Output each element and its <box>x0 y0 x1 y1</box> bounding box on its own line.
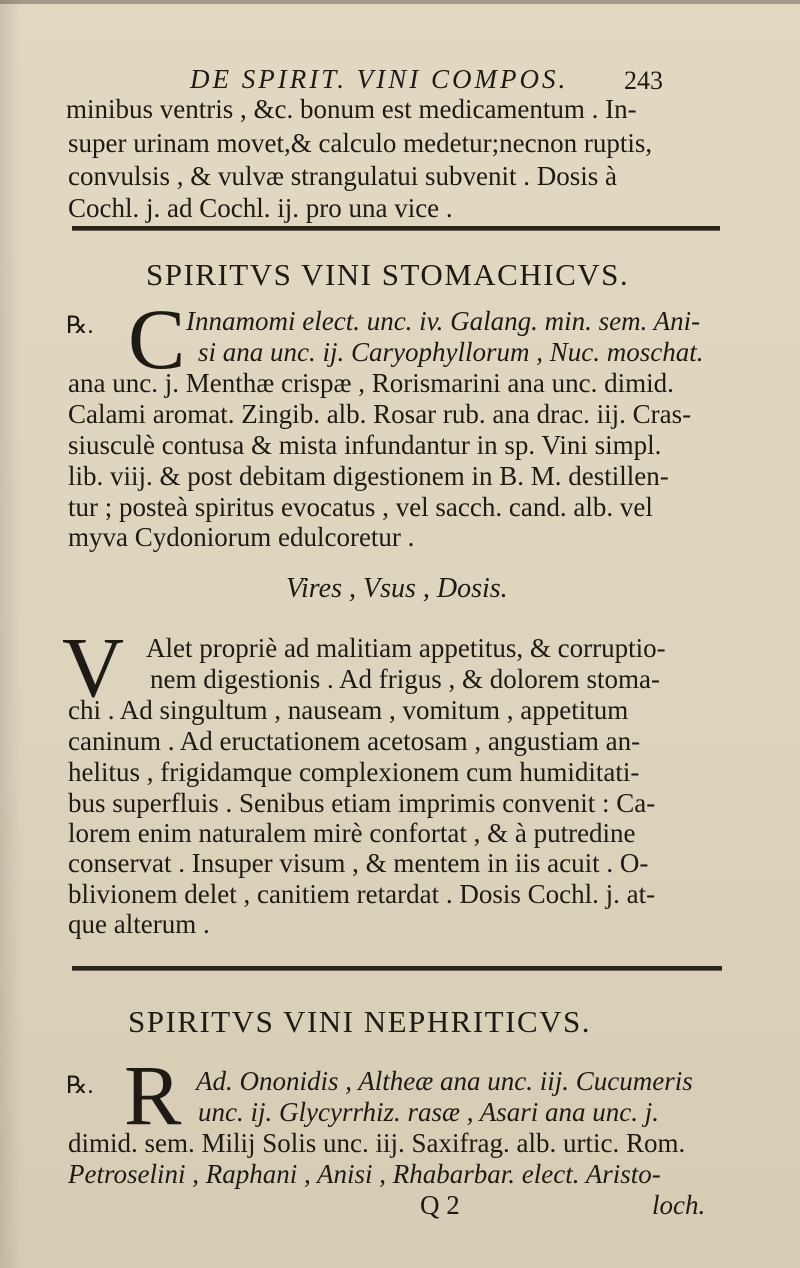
recipe-line: Petroselini , Raphani , Anisi , Rhabarbar. elect. Aristo- <box>68 1159 661 1189</box>
catchword: loch. <box>652 1190 706 1220</box>
recipe-line: Calami aromat. Zingib. alb. Rosar rub. ana drac. iij. Cras- <box>68 399 692 429</box>
body-line: blivionem delet , canitiem retardat . Dosis Cochl. j. at- <box>68 879 656 909</box>
body-line: bus superfluis . Senibus etiam imprimis convenit : Ca- <box>68 788 656 818</box>
recipe-line: tur ; posteà spiritus evocatus , vel sacch. cand. alb. vel <box>68 492 653 522</box>
recipe-line: lib. viij. & post debitam digestionem in B. M. destillen- <box>68 461 669 491</box>
body-line: Alet propriè ad malitiam appetitus, & corruptio- <box>146 633 666 663</box>
body-line: lorem enim naturalem mirè confortat , & à putredine <box>68 818 636 848</box>
page-edge-shadow <box>0 0 22 1268</box>
section-divider <box>72 226 720 231</box>
recipe-symbol: ℞. <box>66 313 94 339</box>
subheading: Vires , Vsus , Dosis. <box>286 573 508 604</box>
text-line: convulsis , & vulvæ strangulatui subvenit . Dosis à <box>68 161 617 191</box>
text-line: super urinam movet,& calculo medetur;necnon ruptis, <box>68 128 653 158</box>
recipe-symbol: ℞. <box>66 1073 94 1099</box>
recipe-line: si ana unc. ij. Caryophyllorum , Nuc. moschat. <box>198 337 704 367</box>
text-line: Cochl. j. ad Cochl. ij. pro una vice . <box>68 193 453 223</box>
top-border <box>0 0 800 4</box>
recipe-line: dimid. sem. Milij Solis unc. iij. Saxifrag. alb. urtic. Rom. <box>68 1128 686 1158</box>
section-heading: SPIRITVS VINI STOMACHICVS. <box>146 257 630 292</box>
text-line: minibus ventris , &c. bonum est medicamentum . In- <box>66 94 637 124</box>
body-line: nem digestionis . Ad frigus , & dolorem stoma- <box>150 664 660 694</box>
page-number: 243 <box>624 66 663 95</box>
recipe-line: myva Cydoniorum edulcoretur . <box>68 522 415 552</box>
body-line: que alterum . <box>68 909 210 939</box>
signature-mark: Q 2 <box>420 1190 460 1220</box>
section-divider <box>72 966 722 971</box>
recipe-line: ana unc. j. Menthæ crispæ , Rorismarini ana unc. dimid. <box>68 368 674 398</box>
running-header: DE SPIRIT. VINI COMPOS. <box>190 64 569 94</box>
recipe-line: unc. ij. Glycyrrhiz. rasæ , Asari ana unc. j. <box>198 1097 660 1127</box>
recipe-line: Innamomi elect. unc. iv. Galang. min. sem. Ani- <box>186 306 701 336</box>
section-heading: SPIRITVS VINI NEPHRITICVS. <box>128 1004 591 1039</box>
body-line: helitus , frigidamque complexionem cum humiditati- <box>68 757 640 787</box>
drop-cap: C <box>128 291 186 387</box>
body-line: conservat . Insuper visum , & mentem in iis acuit . O- <box>68 848 649 878</box>
recipe-line: siusculè contusa & mista infundantur in sp. Vini simpl. <box>68 430 662 460</box>
body-line: caninum . Ad eructationem acetosam , angustiam an- <box>68 726 641 756</box>
body-line: chi . Ad singultum , nauseam , vomitum , appetitum <box>68 695 629 725</box>
drop-cap: R <box>124 1047 182 1143</box>
recipe-line: Ad. Ononidis , Altheæ ana unc. iij. Cucumeris <box>196 1066 693 1096</box>
drop-cap: V <box>62 619 125 715</box>
